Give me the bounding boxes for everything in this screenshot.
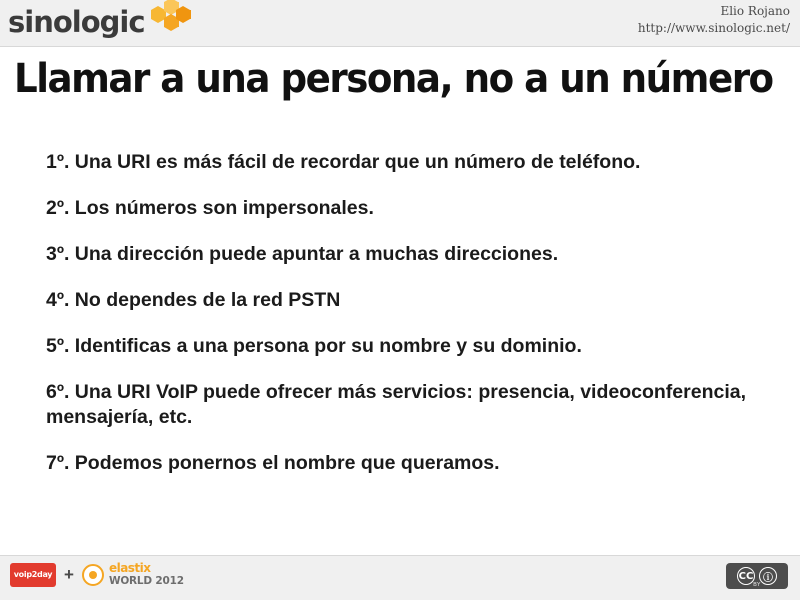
cc-by-person-icon: ⓘ (759, 567, 777, 585)
author-name: Elio Rojano (720, 4, 790, 18)
creative-commons-badge[interactable] (726, 563, 788, 589)
elastix-world-label: WORLD 2012 (108, 575, 184, 587)
list-item: 6º. Una URI VoIP puede ofrecer más servicios: presencia, videoconferencia, mensajería, etc. (46, 381, 747, 428)
list-item: 2º. Los números son impersonales. (46, 197, 374, 219)
sun-icon (82, 564, 104, 586)
list-item: 7º. Podemos ponernos el nombre que queramos. (46, 452, 500, 474)
slide-footer (0, 555, 800, 600)
slide-body-list (46, 150, 756, 497)
cc-by-label: BY (753, 582, 761, 588)
list-item: 4º. No dependes de la red PSTN (46, 289, 341, 311)
list-item: 1º. Una URI es más fácil de recordar que un número de teléfono. (46, 151, 641, 173)
list-item: 3º. Una dirección puede apuntar a muchas direcciones. (46, 243, 559, 265)
sinologic-logo (8, 4, 190, 40)
elastix-name: elastix (108, 561, 151, 575)
plus-icon: + (64, 564, 74, 584)
logo-text: sinologic (8, 5, 145, 39)
list-item: 5º. Identificas a una persona por su nombre y su dominio. (46, 335, 582, 357)
slide-header (0, 0, 800, 47)
hexagon-cluster-icon (150, 5, 190, 39)
author-url[interactable]: http://www.sinologic.net/ (637, 21, 790, 35)
author-block (638, 3, 790, 37)
cc-icon: CC (737, 567, 755, 585)
sponsor-block (10, 562, 184, 587)
page-title: Llamar a una persona, no a un número (14, 56, 773, 102)
voip2day-logo: voip2day (10, 563, 56, 587)
elastix-world-logo (82, 562, 184, 587)
